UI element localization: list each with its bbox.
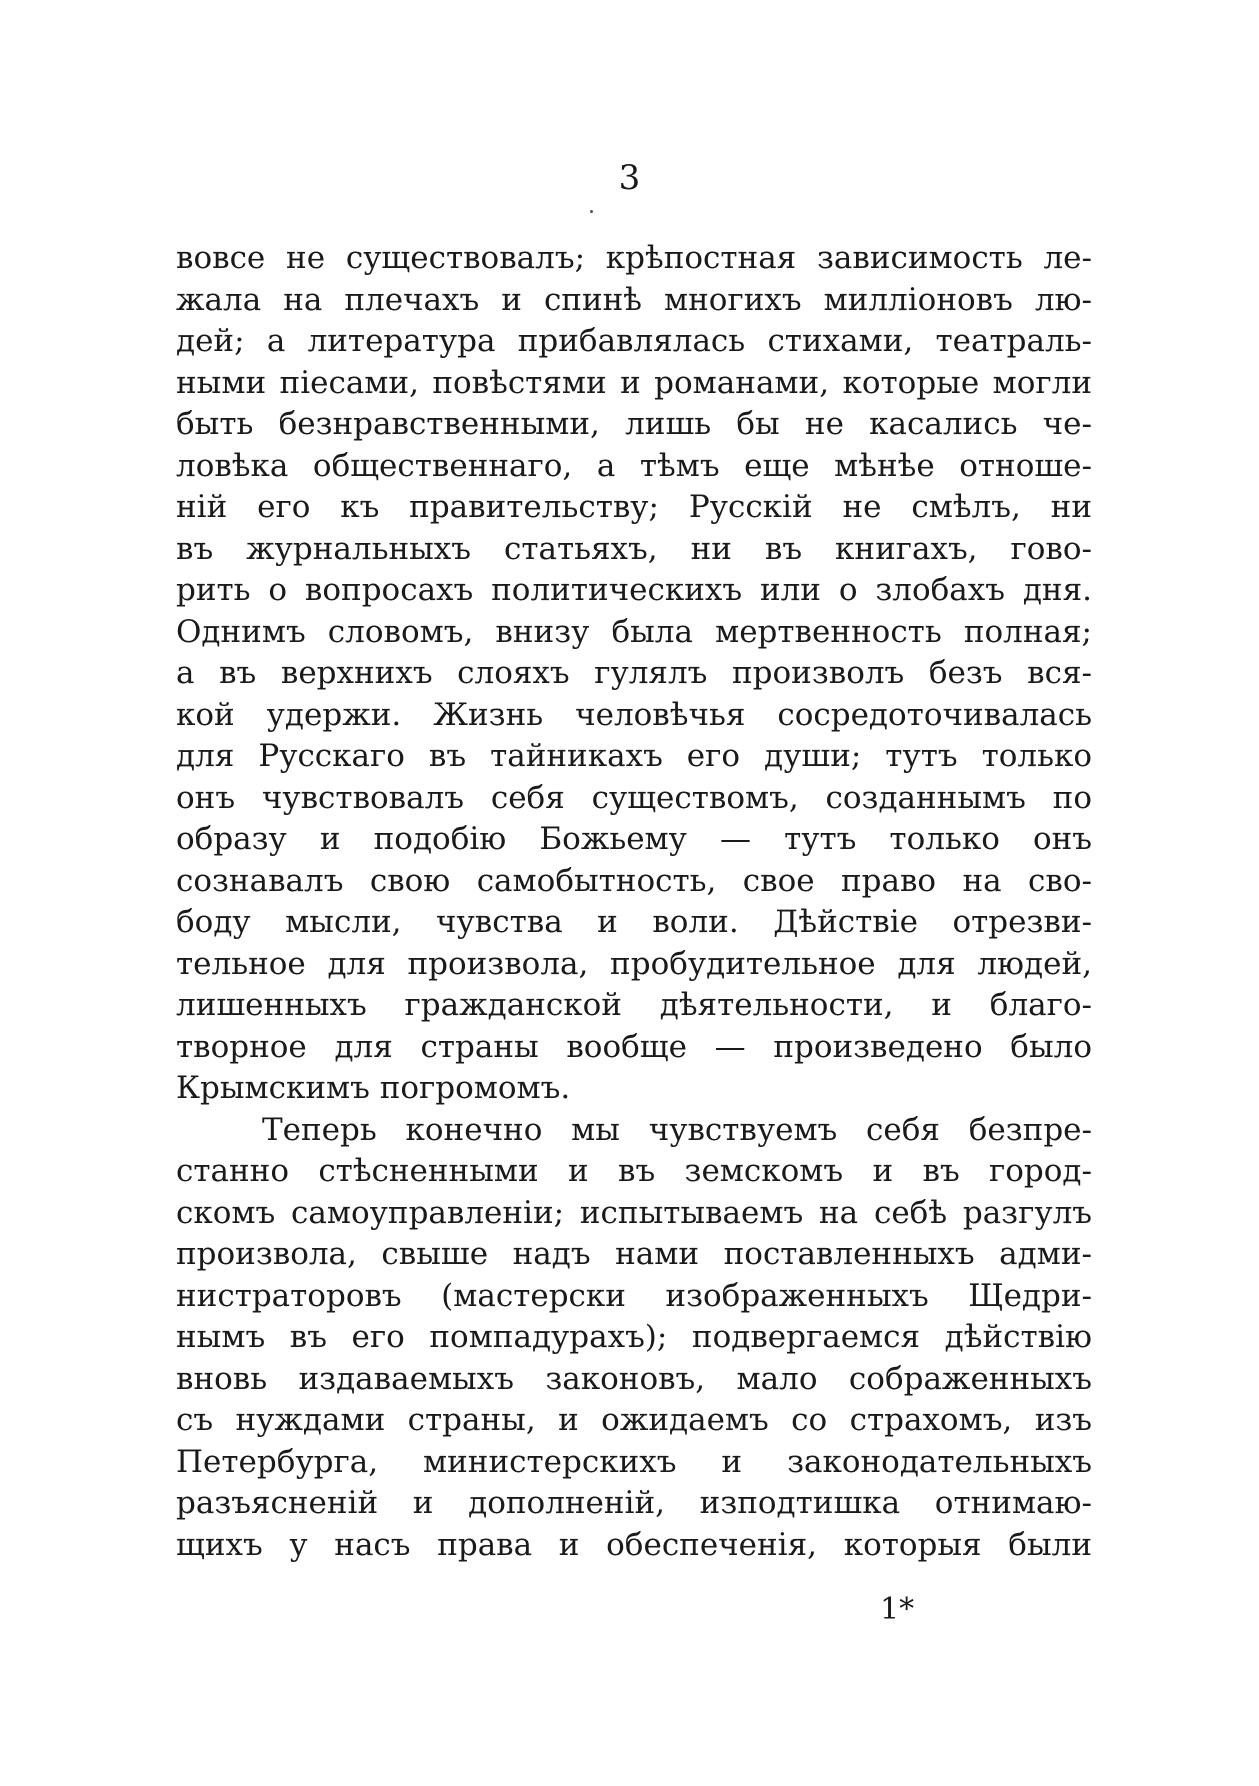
page-number: 3 [618,158,641,198]
text-line: въ журнальныхъ статьяхъ, ни въ книгахъ, гово- [176,530,1092,567]
text-line: онъ чувствовалъ себя существомъ, созданнымъ по [176,779,1092,816]
text-line: вовсе не существовалъ; крѣпостная зависимость ле- [176,240,1092,276]
text-line: вновь издаваемыхъ законовъ, мало сображенныхъ [176,1360,1092,1397]
text-line: образу и подобію Божьему — тутъ только онъ [176,821,1092,857]
text-line: боду мысли, чувства и воли. Дѣйствіе отрезви- [176,904,1092,940]
text-line: ній его къ правительству; Русскій не смѣлъ, ни [176,489,1092,525]
text-line: скомъ самоуправленіи; испытываемъ на себѣ разгулъ [176,1194,1092,1231]
text-line: щихъ у насъ права и обеспеченія, которыя были [176,1526,1092,1563]
text-line: ловѣка общественнаго, а тѣмъ еще мѣнѣе отноше- [176,447,1092,484]
text-line: дей; а литература прибавлялась стихами, театраль- [176,323,1092,359]
text-line: съ нуждами страны, и ожидаемъ со страхомъ, изъ [176,1402,1092,1438]
text-line: лишенныхъ гражданской дѣятельности, и благо- [176,987,1092,1023]
text-line: нымъ въ его помпадурахъ); подвергаемся дѣйствію [176,1319,1092,1355]
text-line: нистраторовъ (мастерски изображенныхъ Щедри- [176,1277,1092,1314]
text-line: кой удержи. Жизнь человѣчья сосредоточивалась [176,696,1092,733]
text-line: тельное для произвола, пробудительное для людей, [176,945,1092,982]
text-line: творное для страны вообще — произведено было [176,1028,1092,1065]
text-line: а въ верхнихъ слояхъ гулялъ произволъ безъ вся- [176,655,1092,691]
signature-mark: 1* [880,1592,915,1627]
paragraph-start-line: Теперь конечно мы чувствуемъ себя безпре- [262,1111,1092,1148]
text-line: жала на плечахъ и спинѣ многихъ милліоновъ лю- [176,281,1092,318]
text-line: Однимъ словомъ, внизу была мертвенность полная; [176,613,1092,650]
text-line: рить о вопросахъ политическихъ или о злобахъ дня. [176,572,1092,608]
text-line: станно стѣсненными и въ земскомъ и въ город- [176,1153,1092,1189]
text-line: быть безнравственными, лишь бы не касались че- [176,406,1092,442]
text-line: для Русскаго въ тайникахъ его души; тутъ только [176,738,1092,774]
paragraph-end-line: Крымскимъ погромомъ. [176,1070,571,1106]
body-text [176,238,1092,1566]
print-speck [590,210,593,213]
text-line: произвола, свыше надъ нами поставленныхъ адми- [176,1236,1092,1272]
text-line: ными піесами, повѣстями и романами, которые могли [176,364,1092,401]
text-line: сознавалъ свою самобытность, свое право на сво- [176,862,1092,899]
text-line: Петербурга, министерскихъ и законодательныхъ [176,1443,1092,1480]
text-line: разъясненій и дополненій, изподтишка отнимаю- [176,1485,1092,1521]
